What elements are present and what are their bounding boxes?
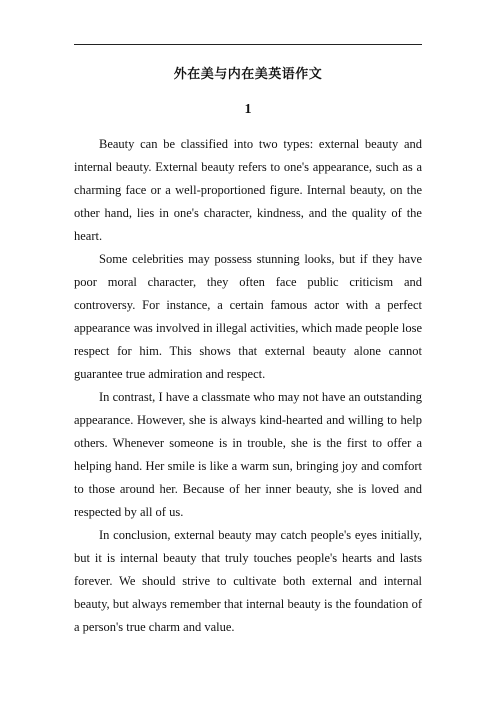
header-rule bbox=[74, 44, 422, 45]
section-number: 1 bbox=[244, 102, 252, 117]
essay-body bbox=[74, 133, 422, 639]
paragraph: In conclusion, external beauty may catch people's eyes initially, but it is internal beauty that truly touches people's hearts and lasts forever. We should strive to cultivate both external and internal beauty, but always remember that internal beauty is the foundation of a person's true charm and value. bbox=[74, 528, 422, 634]
paragraph: In contrast, I have a classmate who may not have an outstanding appearance. However, she is always kind-hearted and willing to help others. Whenever someone is in trouble, she is the first to offer a helping hand. Her smile is like a warm sun, bringing joy and comfort to those around her. Because of her inner beauty, she is loved and respected by all of us. bbox=[74, 390, 422, 519]
paragraph: Beauty can be classified into two types: external beauty and internal beauty. External beauty refers to one's appearance, such as a charming face or a well-proportioned figure. Internal beauty, on the other hand, lies in one's character, kindness, and the quality of the heart. bbox=[74, 137, 422, 243]
document-title: 外在美与内在美英语作文 bbox=[173, 67, 323, 82]
paragraph: Some celebrities may possess stunning looks, but if they have poor moral character, they often face public criticism and controversy. For instance, a certain famous actor with a perfect appearance was involved in illegal activities, which made people lose respect for him. This shows that external beauty alone cannot guarantee true admiration and respect. bbox=[74, 252, 422, 381]
